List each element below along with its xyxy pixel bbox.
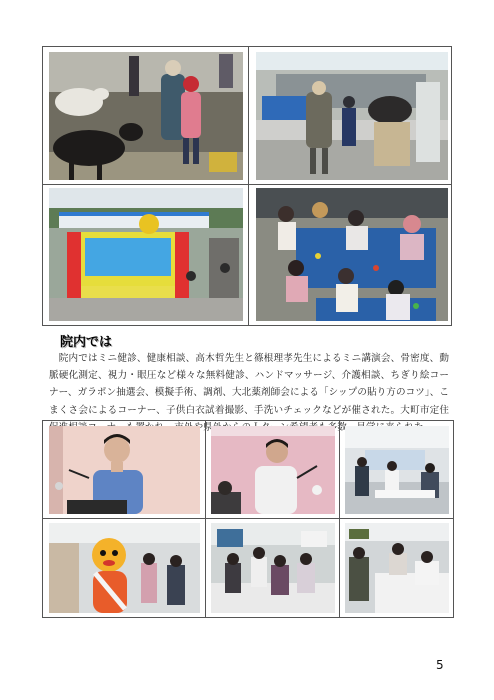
grid-divider xyxy=(43,184,451,185)
photo-craft-corner xyxy=(345,523,449,613)
photo-goats xyxy=(49,52,243,180)
photo-bouncy-castle xyxy=(49,188,243,321)
photo-lecturer-1 xyxy=(49,426,200,514)
photo-mascot xyxy=(49,523,200,613)
grid-divider xyxy=(43,518,453,519)
page-number: 5 xyxy=(436,658,444,672)
photo-booth xyxy=(256,52,448,180)
grid-divider xyxy=(339,421,340,617)
section-heading: 院内では xyxy=(60,335,113,350)
photo-consultation-room xyxy=(345,426,449,514)
photo-health-check xyxy=(211,523,335,613)
bottom-photo-grid xyxy=(42,420,454,618)
photo-lecturer-2 xyxy=(211,426,335,514)
grid-divider xyxy=(248,47,249,325)
top-photo-grid xyxy=(42,46,452,326)
body-paragraph: 院内ではミニ健診、健康相談、高木哲先生と篠根理孝先生によるミニ講演会、骨密度、動脈硬化測定、視力・眼圧など様々な無料健診、ハンドマッサージ、介護相談、ちぎり絵コーナー、ガラポン抽選会、模擬手術、調剤、大北薬剤師会による「シップの貼り方のコツ」、こまくさ会によるコーナー、子供白衣試着撮影、手洗いチェックなどが催された。大町市定住 や県 者も多数、見 xyxy=(49,353,449,433)
photo-kids-fishing xyxy=(256,188,448,321)
grid-divider xyxy=(205,421,206,617)
